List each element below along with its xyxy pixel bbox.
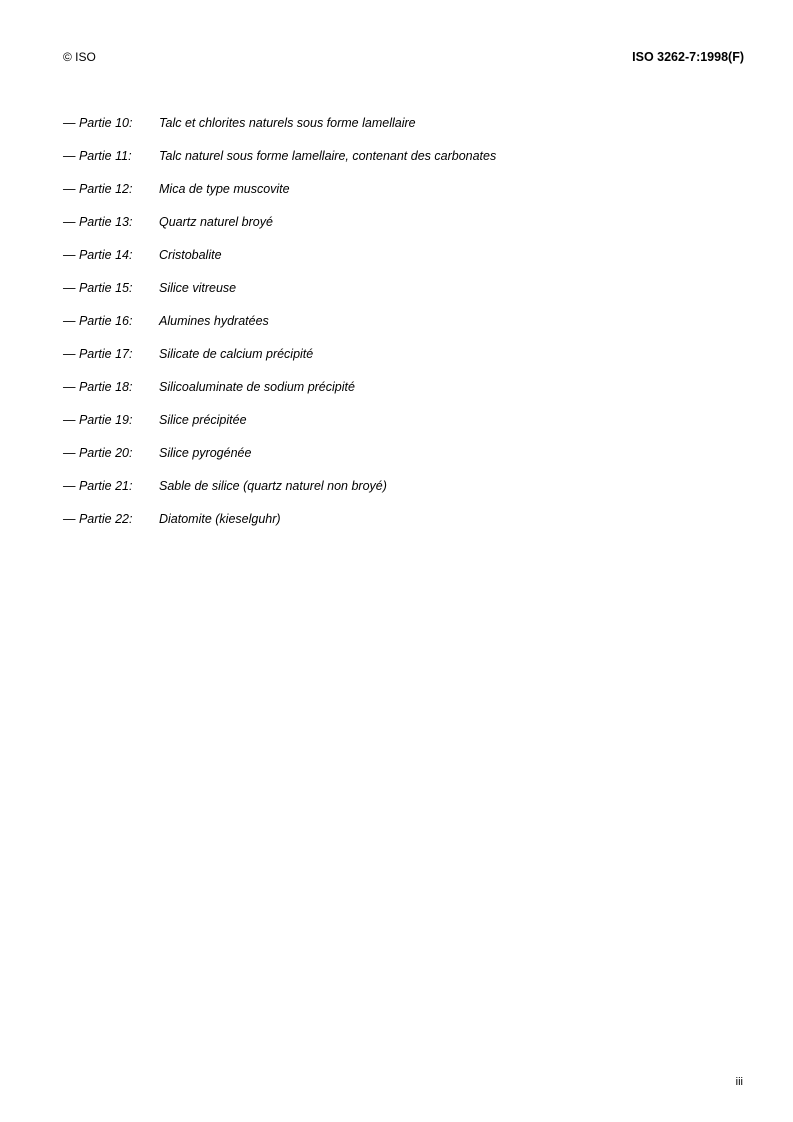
list-item-part-21 — [63, 475, 744, 508]
part-title: Cristobalite — [159, 248, 222, 262]
list-item-part-15 — [63, 277, 744, 310]
list-item-part-18 — [63, 376, 744, 409]
copyright-notice: © ISO — [63, 50, 96, 64]
part-number: — Partie 12: — [63, 182, 133, 196]
list-item-part-16 — [63, 310, 744, 343]
list-item-part-12 — [63, 178, 744, 211]
part-title: Talc naturel sous forme lamellaire, contenant des carbonates — [159, 149, 497, 163]
document-identifier: ISO 3262-7:1998(F) — [632, 50, 744, 64]
part-number: — Partie 14: — [63, 248, 133, 262]
part-title: Silice vitreuse — [159, 281, 237, 295]
part-number: — Partie 19: — [63, 413, 133, 427]
part-number: — Partie 18: — [63, 380, 133, 394]
part-number: — Partie 15: — [63, 281, 133, 295]
part-title: Sable de silice (quartz naturel non broyé) — [159, 479, 387, 493]
part-title: Silicoaluminate de sodium précipité — [159, 380, 355, 394]
part-number: — Partie 13: — [63, 215, 133, 229]
part-number: — Partie 22: — [63, 512, 133, 526]
list-item-part-17 — [63, 343, 744, 376]
list-item-part-19 — [63, 409, 744, 442]
page-number: iii — [735, 1076, 743, 1088]
list-item-part-20 — [63, 442, 744, 475]
part-title: Silicate de calcium précipité — [159, 347, 314, 361]
part-number: — Partie 20: — [63, 446, 133, 460]
part-number: — Partie 11: — [63, 149, 132, 163]
part-number: — Partie 16: — [63, 314, 133, 328]
list-item-part-11 — [63, 145, 744, 178]
part-title: Alumines hydratées — [159, 314, 269, 328]
parts-list — [63, 112, 744, 541]
list-item-part-14 — [63, 244, 744, 277]
list-item-part-13 — [63, 211, 744, 244]
part-number: — Partie 17: — [63, 347, 133, 361]
part-title: Quartz naturel broyé — [159, 215, 273, 229]
page-header — [63, 47, 744, 67]
part-number: — Partie 21: — [63, 479, 133, 493]
part-title: Talc et chlorites naturels sous forme lamellaire — [159, 116, 416, 130]
list-item-part-10 — [63, 112, 744, 145]
part-title: Silice précipitée — [159, 413, 247, 427]
part-number: — Partie 10: — [63, 116, 133, 130]
list-item-part-22 — [63, 508, 744, 541]
part-title: Diatomite (kieselguhr) — [159, 512, 281, 526]
part-title: Mica de type muscovite — [159, 182, 290, 196]
part-title: Silice pyrogénée — [159, 446, 252, 460]
